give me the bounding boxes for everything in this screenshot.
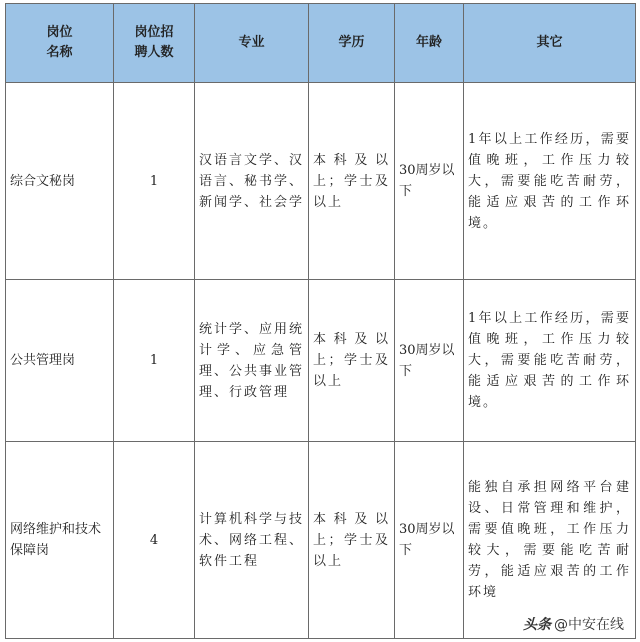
cell-education: 本科及以上；学士及以上 (309, 280, 395, 442)
recruitment-table (5, 3, 636, 639)
cell-major: 计算机科学与技术、网络工程、软件工程 (195, 442, 309, 639)
header-headcount (114, 4, 195, 83)
header-position-name-l1: 岗位 名称 (46, 25, 73, 60)
header-position-name (6, 4, 114, 83)
cell-education: 本科及以上；学士及以上 (309, 442, 395, 639)
cell-headcount: 4 (114, 442, 195, 639)
cell-position-name: 公共管理岗 (6, 280, 114, 442)
header-education: 学历 (309, 4, 395, 83)
table-row (6, 280, 636, 442)
cell-other: 1年以上工作经历，需要值晚班，工作压力较大，需要能吃苦耐劳，能适应艰苦的工作环境。 (464, 280, 636, 442)
cell-other: 能独自承担网络平台建设、日常管理和维护，需要值晚班，工作压力较大，需要能吃苦耐劳，能适应艰苦的工作环境 (464, 442, 636, 639)
cell-major: 统计学、应用统计学、应急管理、公共事业管理、行政管理 (195, 280, 309, 442)
table-row (6, 442, 636, 639)
cell-age: 30周岁以下 (395, 280, 464, 442)
header-major: 专业 (195, 4, 309, 83)
cell-headcount: 1 (114, 83, 195, 280)
header-age: 年龄 (395, 4, 464, 83)
cell-position-name: 综合文秘岗 (6, 83, 114, 280)
header-headcount-text: 岗位招 聘人数 (134, 25, 174, 60)
watermark-brand: 头条 (523, 617, 551, 633)
cell-other: 1年以上工作经历，需要值晚班，工作压力较大，需要能吃苦耐劳，能适应艰苦的工作环境。 (464, 83, 636, 280)
cell-major: 汉语言文学、汉语言、秘书学、新闻学、社会学 (195, 83, 309, 280)
cell-age: 30周岁以下 (395, 83, 464, 280)
table-header-row (6, 4, 636, 83)
cell-position-name: 网络维护和技术保障岗 (6, 442, 114, 639)
table-row (6, 83, 636, 280)
watermark (519, 612, 628, 636)
cell-headcount: 1 (114, 280, 195, 442)
header-other: 其它 (464, 4, 636, 83)
cell-education: 本科及以上；学士及以上 (309, 83, 395, 280)
watermark-handle: @中安在线 (554, 617, 624, 633)
cell-age: 30周岁以下 (395, 442, 464, 639)
